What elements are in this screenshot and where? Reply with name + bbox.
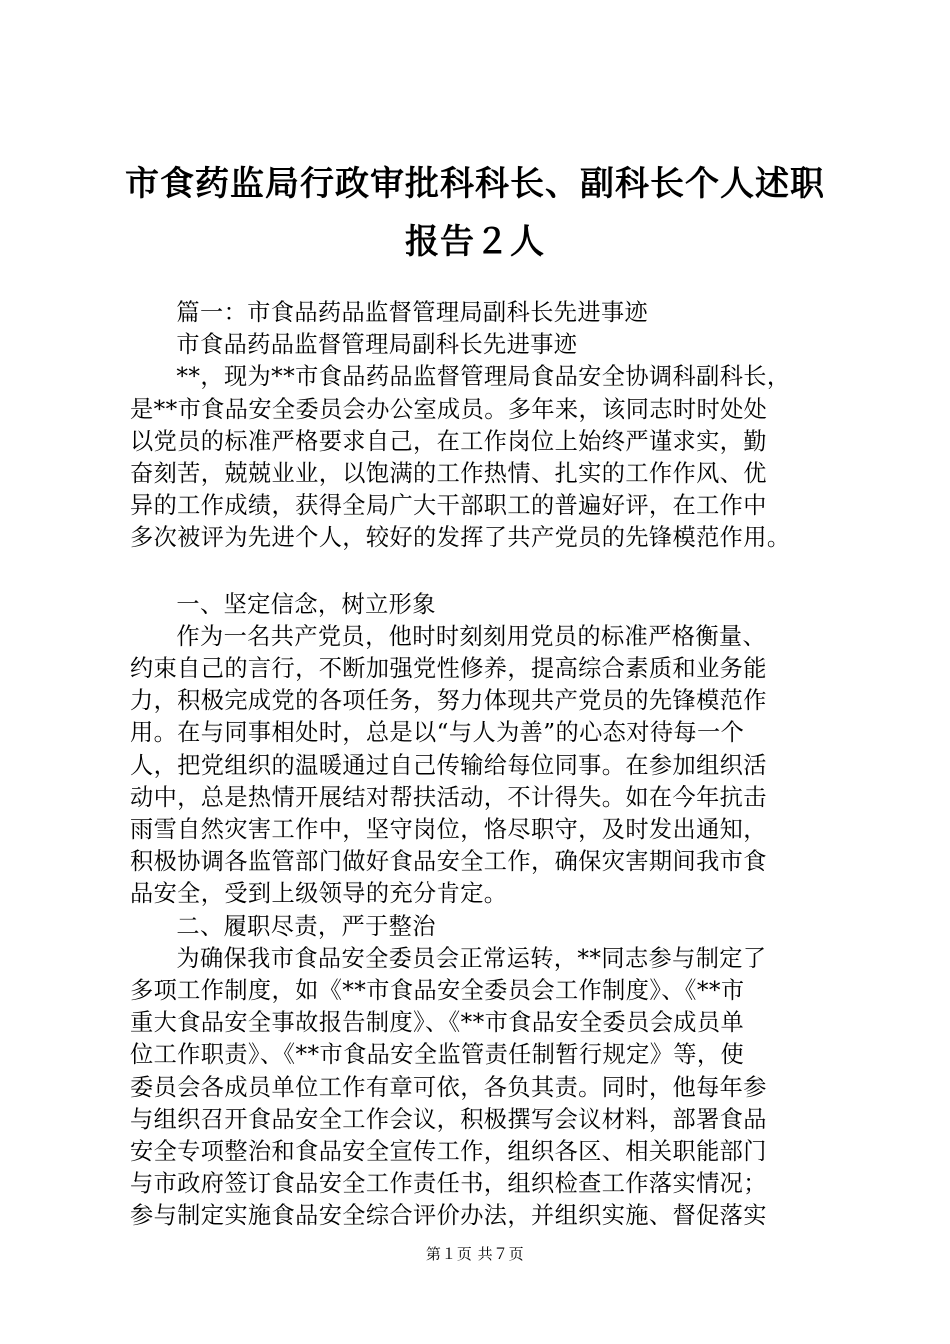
- subheading-2: [130, 911, 856, 943]
- text-line: 多项工作制度，如《**市食品安全委员会工作制度》、《**市: [130, 977, 745, 1005]
- text-line: **，现为**市食品药品监督管理局食品安全协调科副科长，: [176, 363, 791, 391]
- text-line: 与组织召开食品安全工作会议，积极撰写会议材料，部署食品: [130, 1105, 767, 1133]
- text-line: 动中，总是热情开展结对帮扶活动，不计得失。如在今年抗击: [130, 783, 767, 811]
- paragraph-section-2: [130, 943, 856, 1233]
- text-line: 雨雪自然灾害工作中，坚守岗位，恪尽职守，及时发出通知，: [130, 816, 767, 844]
- text-line: 用。在与同事相处时，总是以“与人为善”的心态对待每一个: [130, 719, 745, 747]
- text-line: 异的工作成绩，获得全局广大干部职工的普遍好评，在工作中: [130, 492, 767, 520]
- article-title: [130, 329, 856, 361]
- section-heading: [130, 297, 856, 329]
- text-line: 约束自己的言行，不断加强党性修养，提高综合素质和业务能: [130, 655, 767, 683]
- text-line: 安全专项整治和食品安全宣传工作，组织各区、相关职能部门: [130, 1138, 767, 1166]
- text-line: 委员会各成员单位工作有章可依，各负其责。同时，他每年参: [130, 1073, 767, 1101]
- document-body: [130, 297, 856, 1233]
- paragraph-intro: [130, 361, 856, 554]
- text-line: 重大食品安全事故报告制度》、《**市食品安全委员会成员单: [130, 1009, 745, 1037]
- text-line: 市食品药品监督管理局副科长先进事迹: [176, 331, 578, 359]
- text-line: 与市政府签订食品安全工作责任书，组织检查工作落实情况；: [130, 1170, 767, 1198]
- document-title-line-2: 报告２人: [405, 222, 545, 262]
- subheading-1: [130, 589, 856, 621]
- text-line: 积极协调各监管部门做好食品安全工作，确保灾害期间我市食: [130, 848, 767, 876]
- text-line: 参与制定实施食品安全综合评价办法，并组织实施、督促落实: [130, 1202, 767, 1230]
- text-line: 奋刻苦，兢兢业业，以饱满的工作热情、扎实的工作作风、优: [130, 460, 767, 488]
- text-line: 为确保我市食品安全委员会正常运转，**同志参与制定了: [176, 944, 767, 972]
- text-line: 是**市食品安全委员会办公室成员。多年来，该同志时时处处: [130, 395, 768, 423]
- text-line: 人，把党组织的温暖通过自己传输给每位同事。在参加组织活: [130, 751, 767, 779]
- text-line: 多次被评为先进个人，较好的发挥了共产党员的先锋模范作用。: [130, 524, 791, 552]
- text-line: 作为一名共产党员，他时时刻刻用党员的标准严格衡量、: [176, 622, 767, 650]
- text-line: 品安全，受到上级领导的充分肯定。: [130, 880, 508, 908]
- text-line: 以党员的标准严格要求自己，在工作岗位上始终严谨求实，勤: [130, 427, 767, 455]
- text-line: 位工作职责》、《**市食品安全监管责任制暂行规定》等，使: [130, 1041, 745, 1069]
- text-line: 一、坚定信念，树立形象: [176, 590, 436, 618]
- text-line: 二、履职尽责，严于整治: [176, 912, 436, 940]
- page-footer: 第１页 共７页: [425, 1245, 525, 1263]
- text-line: 力，积极完成党的各项任务，努力体现共产党员的先锋模范作: [130, 687, 767, 715]
- document-title-line-1: 市食药监局行政审批科科长、副科长个人述职: [125, 164, 825, 204]
- text-line: 篇一：市食品药品监督管理局副科长先进事迹: [176, 299, 649, 326]
- paragraph-gap: [130, 555, 856, 589]
- paragraph-section-1: [130, 621, 856, 911]
